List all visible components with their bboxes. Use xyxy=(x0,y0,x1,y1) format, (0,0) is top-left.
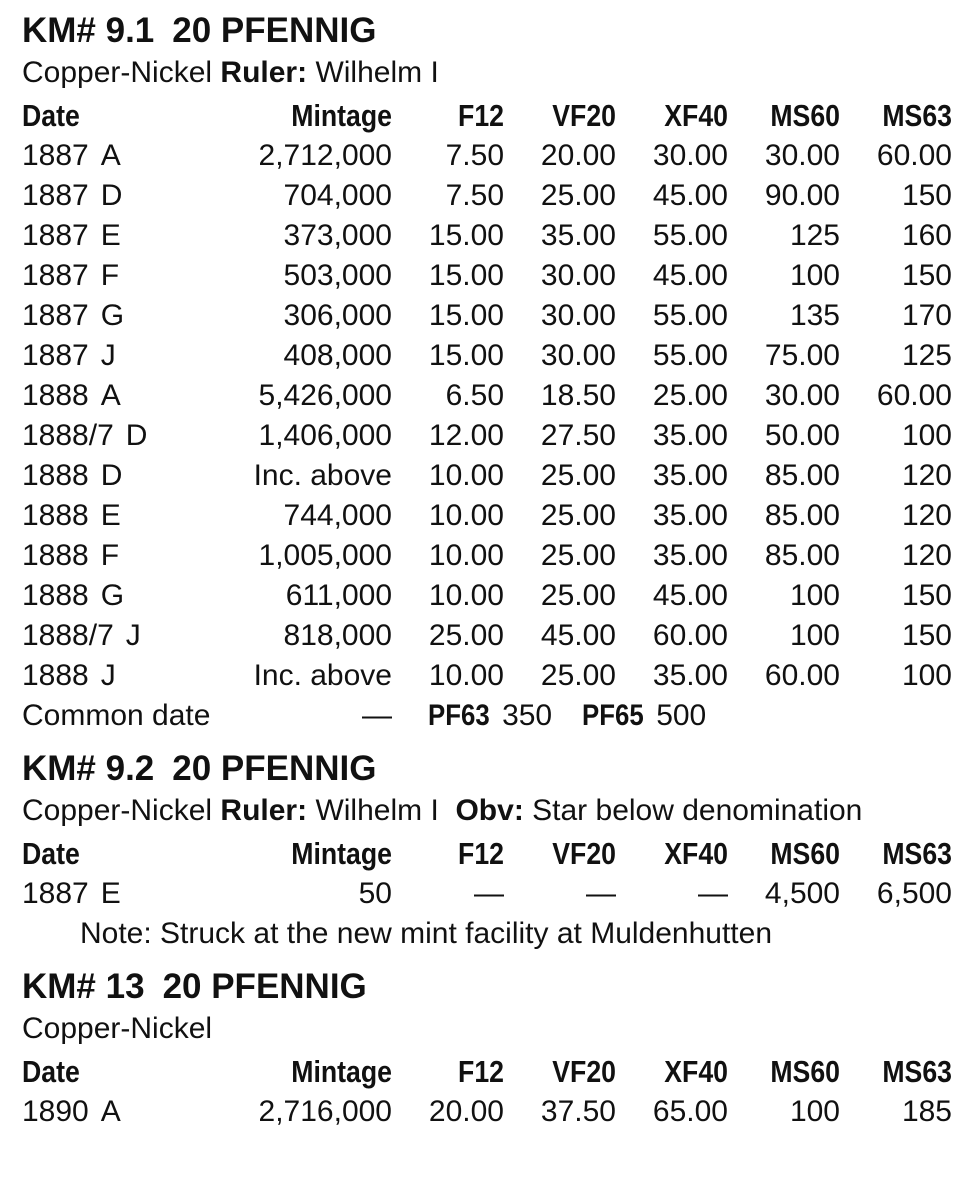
denomination: 20 PFENNIG xyxy=(172,749,377,788)
ruler-label: Ruler: xyxy=(220,794,308,827)
mintage-cell: 2,712,000 xyxy=(258,139,392,172)
mint-mark: J xyxy=(100,659,116,692)
ms60-cell: 30.00 xyxy=(764,139,840,172)
mintage-cell: Inc. above xyxy=(253,659,392,692)
ruler-label: Ruler: xyxy=(220,56,308,89)
col-header-date: Date xyxy=(22,98,80,133)
mint-mark: E xyxy=(100,877,121,910)
ms60-cell: 90.00 xyxy=(764,179,840,212)
pf63-value: 350 xyxy=(502,699,553,732)
table-body xyxy=(22,1092,952,1132)
ms63-cell: 100 xyxy=(901,659,952,692)
date-cell xyxy=(22,216,222,256)
mintage-cell: 1,005,000 xyxy=(258,539,392,572)
col-header-f12: F12 xyxy=(458,98,504,133)
vf20-cell: 37.50 xyxy=(540,1095,616,1128)
xf40-cell: 45.00 xyxy=(652,179,728,212)
date-cell xyxy=(22,616,222,656)
mint-mark: A xyxy=(100,139,121,172)
f12-cell: 15.00 xyxy=(428,299,504,332)
pf65-label: PF65 xyxy=(582,699,644,732)
coin-section-km-13 xyxy=(22,964,952,1132)
ms63-cell: 60.00 xyxy=(876,379,952,412)
f12-cell: 15.00 xyxy=(428,259,504,292)
table-body xyxy=(22,136,952,696)
mint-mark: J xyxy=(100,339,116,372)
mint-mark: G xyxy=(100,579,125,612)
price-table xyxy=(22,834,952,914)
f12-cell: 15.00 xyxy=(428,219,504,252)
vf20-cell: 25.00 xyxy=(540,459,616,492)
date-year: 1887 xyxy=(22,877,89,910)
date-year: 1888 xyxy=(22,459,89,492)
section-subtitle xyxy=(22,1010,952,1048)
col-header-f12: F12 xyxy=(458,836,504,871)
date-cell xyxy=(22,256,222,296)
date-year: 1888 xyxy=(22,579,89,612)
xf40-cell: 35.00 xyxy=(652,499,728,532)
ms63-cell: 185 xyxy=(901,1095,952,1128)
table-body xyxy=(22,874,952,914)
ms63-cell: 150 xyxy=(901,619,952,652)
section-subtitle xyxy=(22,792,952,830)
table-row xyxy=(22,416,952,456)
date-cell xyxy=(22,136,222,176)
table-row xyxy=(22,496,952,536)
vf20-cell: 30.00 xyxy=(540,259,616,292)
mint-mark: F xyxy=(100,539,120,572)
section-title xyxy=(22,746,952,792)
f12-cell: 10.00 xyxy=(428,459,504,492)
xf40-cell: 45.00 xyxy=(652,259,728,292)
pf65-value: 500 xyxy=(656,699,707,732)
mint-mark: E xyxy=(100,219,121,252)
vf20-cell: 25.00 xyxy=(540,179,616,212)
ms63-cell: 150 xyxy=(901,259,952,292)
vf20-cell: 30.00 xyxy=(540,299,616,332)
mintage-cell: Inc. above xyxy=(253,459,392,492)
f12-cell: 25.00 xyxy=(428,619,504,652)
price-table xyxy=(22,1052,952,1132)
xf40-cell: 30.00 xyxy=(652,139,728,172)
date-year: 1887 xyxy=(22,259,89,292)
obverse-description: Star below denomination xyxy=(532,794,863,827)
col-header-vf20: VF20 xyxy=(552,1054,616,1089)
table-header-row xyxy=(22,834,952,874)
ruler: Wilhelm I xyxy=(315,56,439,89)
ms60-cell: 85.00 xyxy=(764,499,840,532)
vf20-cell: 25.00 xyxy=(540,499,616,532)
ms60-cell: 100 xyxy=(789,259,840,292)
vf20-cell: 30.00 xyxy=(540,339,616,372)
col-header-xf40: XF40 xyxy=(664,836,728,871)
denomination: 20 PFENNIG xyxy=(172,11,377,50)
mintage-cell: 408,000 xyxy=(283,339,392,372)
xf40-cell: 55.00 xyxy=(652,219,728,252)
col-header-xf40: XF40 xyxy=(664,1054,728,1089)
xf40-cell: 65.00 xyxy=(652,1095,728,1128)
table-row xyxy=(22,216,952,256)
col-header-ms63: MS63 xyxy=(882,836,952,871)
date-year: 1888 xyxy=(22,499,89,532)
mintage-cell: 818,000 xyxy=(283,619,392,652)
date-cell xyxy=(22,376,222,416)
f12-cell: 15.00 xyxy=(428,339,504,372)
mint-mark: D xyxy=(100,179,123,212)
ruler: Wilhelm I xyxy=(315,794,439,827)
xf40-cell: 60.00 xyxy=(652,619,728,652)
table-row xyxy=(22,376,952,416)
col-header-mintage: Mintage xyxy=(291,98,392,133)
mint-note: Note: Struck at the new mint facility at Muldenhutten xyxy=(80,917,773,950)
f12-cell: 10.00 xyxy=(428,579,504,612)
coin-section-km-9-2 xyxy=(22,746,952,954)
date-year: 1890 xyxy=(22,1095,89,1128)
table-row xyxy=(22,456,952,496)
col-header-f12: F12 xyxy=(458,1054,504,1089)
mintage-cell: 704,000 xyxy=(283,179,392,212)
f12-cell: 20.00 xyxy=(428,1095,504,1128)
ms60-cell: 50.00 xyxy=(764,419,840,452)
col-header-date: Date xyxy=(22,1054,80,1089)
ms63-cell: 120 xyxy=(901,499,952,532)
xf40-cell: 55.00 xyxy=(652,299,728,332)
ms60-cell: 100 xyxy=(789,579,840,612)
col-header-vf20: VF20 xyxy=(552,836,616,871)
vf20-cell: — xyxy=(586,877,616,910)
mint-mark: A xyxy=(100,379,121,412)
ms63-cell: 100 xyxy=(901,419,952,452)
ms63-cell: 170 xyxy=(901,299,952,332)
xf40-cell: 35.00 xyxy=(652,659,728,692)
date-year: 1887 xyxy=(22,219,89,252)
mintage-cell: 5,426,000 xyxy=(258,379,392,412)
f12-cell: 10.00 xyxy=(428,499,504,532)
date-year: 1887 xyxy=(22,139,89,172)
f12-cell: 6.50 xyxy=(445,379,504,412)
table-row xyxy=(22,296,952,336)
ms60-cell: 85.00 xyxy=(764,539,840,572)
mintage-cell: 306,000 xyxy=(283,299,392,332)
date-year: 1888 xyxy=(22,659,89,692)
xf40-cell: 35.00 xyxy=(652,419,728,452)
table-row xyxy=(22,536,952,576)
col-header-date: Date xyxy=(22,836,80,871)
xf40-cell: 45.00 xyxy=(652,579,728,612)
date-year: 1888/7 xyxy=(22,619,114,652)
pf63-label: PF63 xyxy=(428,699,490,732)
table-row xyxy=(22,576,952,616)
table-row xyxy=(22,136,952,176)
col-header-ms63: MS63 xyxy=(882,98,952,133)
date-year: 1888 xyxy=(22,379,89,412)
f12-cell: 7.50 xyxy=(445,179,504,212)
ms63-cell: 160 xyxy=(901,219,952,252)
col-header-ms60: MS60 xyxy=(770,1054,840,1089)
xf40-cell: — xyxy=(698,877,728,910)
date-cell xyxy=(22,296,222,336)
mint-mark: G xyxy=(100,299,125,332)
date-cell xyxy=(22,1092,222,1132)
ms63-cell: 125 xyxy=(901,339,952,372)
date-year: 1887 xyxy=(22,299,89,332)
col-header-vf20: VF20 xyxy=(552,98,616,133)
f12-cell: 7.50 xyxy=(445,139,504,172)
vf20-cell: 25.00 xyxy=(540,579,616,612)
date-year: 1888/7 xyxy=(22,419,114,452)
ms63-cell: 60.00 xyxy=(876,139,952,172)
mintage-cell: 373,000 xyxy=(283,219,392,252)
date-cell xyxy=(22,416,222,456)
km-number: KM# 9.2 xyxy=(22,749,155,788)
table-row xyxy=(22,874,952,914)
date-cell xyxy=(22,576,222,616)
ms63-cell: 120 xyxy=(901,459,952,492)
ms60-cell: 125 xyxy=(789,219,840,252)
date-year: 1887 xyxy=(22,179,89,212)
mint-mark: D xyxy=(125,419,148,452)
coin-section-km-9-1 xyxy=(22,8,952,736)
table-row xyxy=(22,616,952,656)
mintage-cell: 744,000 xyxy=(283,499,392,532)
ms63-cell: 150 xyxy=(901,579,952,612)
metal: Copper-Nickel xyxy=(22,1012,213,1045)
date-cell xyxy=(22,336,222,376)
table-row xyxy=(22,1092,952,1132)
mint-mark: J xyxy=(125,619,141,652)
ms63-cell: 120 xyxy=(901,539,952,572)
km-number: KM# 9.1 xyxy=(22,11,155,50)
f12-cell: 10.00 xyxy=(428,659,504,692)
ms60-cell: 85.00 xyxy=(764,459,840,492)
col-header-mintage: Mintage xyxy=(291,836,392,871)
ms63-cell: 6,500 xyxy=(876,877,952,910)
ms60-cell: 135 xyxy=(789,299,840,332)
vf20-cell: 35.00 xyxy=(540,219,616,252)
date-cell xyxy=(22,536,222,576)
section-title xyxy=(22,8,952,54)
section-title xyxy=(22,964,952,1010)
km-number: KM# 13 xyxy=(22,967,145,1006)
ms60-cell: 30.00 xyxy=(764,379,840,412)
common-date-row xyxy=(22,696,952,736)
date-year: 1888 xyxy=(22,539,89,572)
date-cell xyxy=(22,456,222,496)
date-cell xyxy=(22,176,222,216)
col-header-ms63: MS63 xyxy=(882,1054,952,1089)
mintage-cell: 2,716,000 xyxy=(258,1095,392,1128)
vf20-cell: 27.50 xyxy=(540,419,616,452)
col-header-mintage: Mintage xyxy=(291,1054,392,1089)
mintage-cell: 50 xyxy=(358,877,392,910)
table-row xyxy=(22,176,952,216)
col-header-xf40: XF40 xyxy=(664,98,728,133)
mint-mark: A xyxy=(100,1095,121,1128)
col-header-ms60: MS60 xyxy=(770,836,840,871)
mintage-cell: 611,000 xyxy=(285,579,392,612)
ms60-cell: 4,500 xyxy=(764,877,840,910)
vf20-cell: 25.00 xyxy=(540,539,616,572)
table-row xyxy=(22,336,952,376)
mint-mark: E xyxy=(100,499,121,532)
mintage-cell: 503,000 xyxy=(283,259,392,292)
date-year: 1887 xyxy=(22,339,89,372)
ms60-cell: 75.00 xyxy=(764,339,840,372)
f12-cell: 12.00 xyxy=(428,419,504,452)
mint-mark: F xyxy=(100,259,120,292)
xf40-cell: 25.00 xyxy=(652,379,728,412)
common-date-mintage: — xyxy=(362,699,392,732)
ms63-cell: 150 xyxy=(901,179,952,212)
price-table xyxy=(22,96,952,736)
f12-cell: — xyxy=(474,877,504,910)
f12-cell: 10.00 xyxy=(428,539,504,572)
table-header-row xyxy=(22,1052,952,1092)
date-cell xyxy=(22,496,222,536)
xf40-cell: 35.00 xyxy=(652,539,728,572)
mintage-cell: 1,406,000 xyxy=(258,419,392,452)
mint-mark: D xyxy=(100,459,123,492)
date-cell xyxy=(22,656,222,696)
proof-prices xyxy=(392,696,952,736)
table-header-row xyxy=(22,96,952,136)
table-row xyxy=(22,656,952,696)
vf20-cell: 20.00 xyxy=(540,139,616,172)
ms60-cell: 60.00 xyxy=(764,659,840,692)
vf20-cell: 25.00 xyxy=(540,659,616,692)
catalog-page xyxy=(22,8,952,1142)
vf20-cell: 18.50 xyxy=(540,379,616,412)
denomination: 20 PFENNIG xyxy=(162,967,367,1006)
metal: Copper-Nickel xyxy=(22,794,213,827)
section-subtitle xyxy=(22,54,952,92)
ms60-cell: 100 xyxy=(789,1095,840,1128)
ms60-cell: 100 xyxy=(789,619,840,652)
xf40-cell: 55.00 xyxy=(652,339,728,372)
xf40-cell: 35.00 xyxy=(652,459,728,492)
table-row xyxy=(22,256,952,296)
common-date-label: Common date xyxy=(22,699,211,732)
metal: Copper-Nickel xyxy=(22,56,213,89)
obverse-label: Obv: xyxy=(455,794,524,827)
col-header-ms60: MS60 xyxy=(770,98,840,133)
vf20-cell: 45.00 xyxy=(540,619,616,652)
date-cell xyxy=(22,874,222,914)
